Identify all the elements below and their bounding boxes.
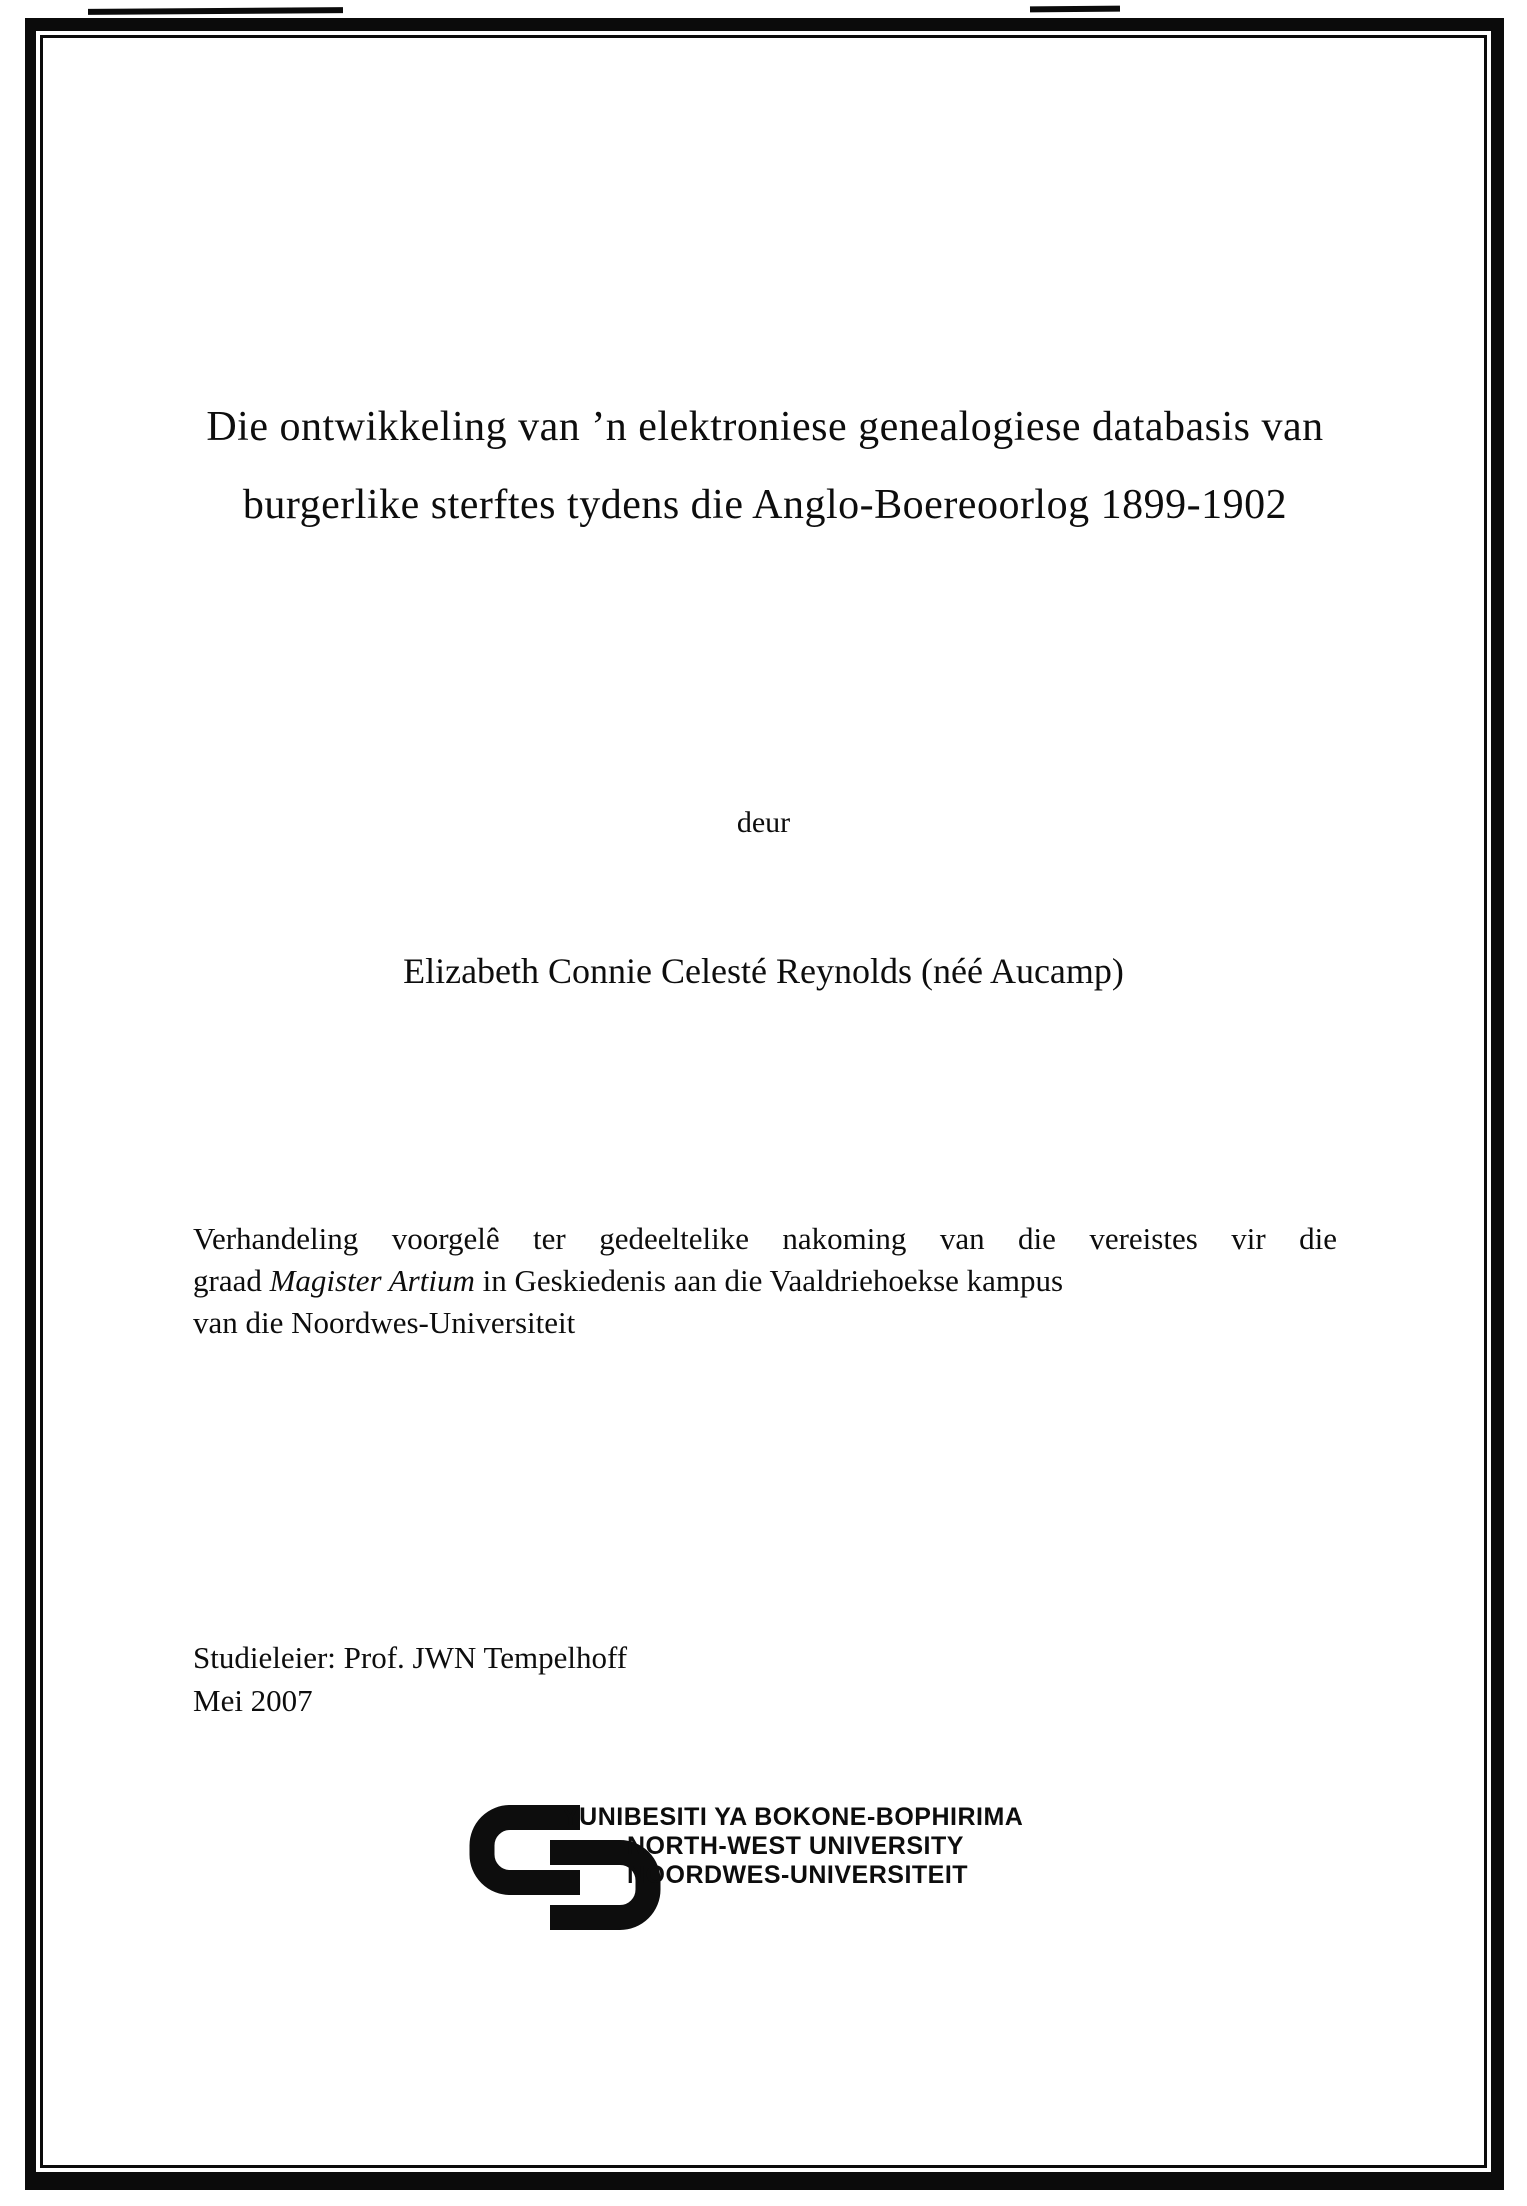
statement-line-1: Verhandeling voorgelê ter gedeeltelike nakoming van die vereistes vir die (193, 1221, 1337, 1256)
supervisor-block (193, 1636, 627, 1722)
statement-line-3: van die Noordwes-Universiteit (193, 1305, 576, 1340)
scan-artifact (88, 7, 343, 15)
statement-line-2 (193, 1260, 1337, 1302)
byline: deur (736, 806, 791, 839)
statement-line-2-prefix: graad (193, 1263, 270, 1298)
statement-line-2-suffix: in Geskiedenis aan die Vaaldriehoekse kampus (474, 1263, 1064, 1298)
date-line: Mei 2007 (193, 1683, 313, 1718)
scan-artifact (1030, 6, 1120, 13)
title-line-2: burgerlike sterftes tydens die Anglo-Boereoorlog 1899-1902 (242, 482, 1288, 528)
supervisor-line: Studieleier: Prof. JWN Tempelhoff (193, 1640, 628, 1675)
university-logo (468, 1795, 1088, 1935)
logo-text (562, 1803, 1023, 1890)
logo-line-english: NORTH-WEST UNIVERSITY (627, 1832, 964, 1860)
thesis-title (140, 388, 1390, 544)
author-name: Elizabeth Connie Celesté Reynolds (néé Aucamp) (403, 951, 1124, 991)
thesis-statement (193, 1218, 1337, 1344)
degree-name-italic: Magister Artium (269, 1263, 475, 1298)
logo-line-setswana: YUNIBESITI YA BOKONE-BOPHIRIMA (562, 1803, 1024, 1831)
logo-line-afrikaans: NOORDWES-UNIVERSITEIT (627, 1861, 969, 1889)
title-line-1: Die ontwikkeling van ’n elektroniese genealogiese databasis van (206, 404, 1324, 450)
